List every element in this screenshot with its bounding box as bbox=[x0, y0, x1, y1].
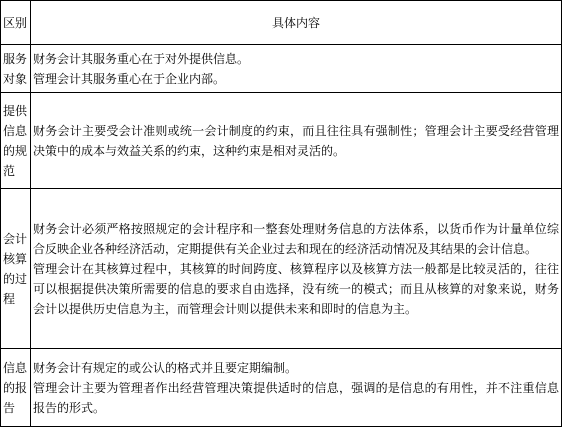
content-line: 管理会计其服务重心在于企业内部。 bbox=[33, 71, 226, 86]
header-content: 具体内容 bbox=[31, 1, 562, 45]
row-label-service-target: 服务对象 bbox=[1, 45, 31, 93]
table-row bbox=[1, 349, 562, 427]
row-content-service-target bbox=[31, 45, 562, 93]
row-label-info-report: 信息的报告 bbox=[1, 349, 31, 427]
content-paragraph: 财务会计必须严格按照规定的会计程序和一整套处理财务信息的方法体系，以货币作为计量单位综合反映企业各种经济活动，定期提供有关企业过去和现在的经济活动情况及其结果的会计信息。 bbox=[33, 221, 559, 256]
content-paragraph: 财务会计有规定的或公认的格式并且要定期编制。 bbox=[33, 360, 298, 375]
content-paragraph: 管理会计主要为管理者作出经营管理决策提供适时的信息，强调的是信息的有用性，并不注重信息报告的形式。 bbox=[33, 380, 559, 415]
row-label-info-standards: 提供信息的规范 bbox=[1, 93, 31, 189]
row-content-info-report bbox=[31, 349, 562, 427]
content-paragraph: 管理会计在其核算过程中，其核算的时间跨度、核算程序以及核算方法一般都是比较灵活的，往往可以根据提供决策所需要的信息的要求自由选择，没有统一的模式；而且从核算的对象来说，财务会计以提供历史信息为主，而管理会计则以提供未来和即时的信息为主。 bbox=[33, 261, 559, 316]
header-difference: 区别 bbox=[1, 1, 31, 45]
content-paragraph: 财务会计主要受会计准则或统一会计制度的约束，而且往往具有强制性；管理会计主要受经营管理决策中的成本与效益关系的约束，这种约束是相对灵活的。 bbox=[33, 123, 559, 158]
table-header-row bbox=[1, 1, 562, 45]
table-row bbox=[1, 189, 562, 349]
row-content-accounting-process bbox=[31, 189, 562, 349]
row-label-accounting-process: 会计核算的过程 bbox=[1, 189, 31, 349]
table-row bbox=[1, 45, 562, 93]
content-line: 财务会计其服务重心在于对外提供信息。 bbox=[33, 51, 250, 66]
row-content-info-standards bbox=[31, 93, 562, 189]
table-row bbox=[1, 93, 562, 189]
